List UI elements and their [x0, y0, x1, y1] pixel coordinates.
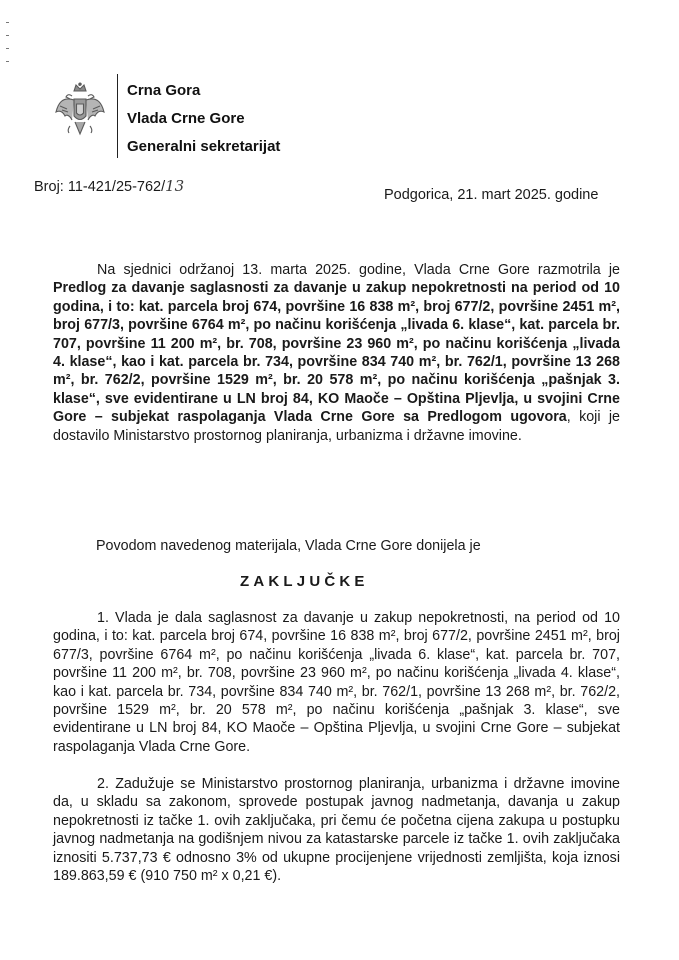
- margin-marks: [6, 22, 10, 74]
- department-name: Generalni sekretarijat: [127, 138, 281, 155]
- country-name: Crna Gora: [127, 82, 201, 99]
- reference-number: [34, 177, 184, 195]
- handwritten-suffix: 13: [165, 177, 185, 195]
- intro-text-start: Na sjednici održanoj 13. marta 2025. godine, Vlada Crne Gore razmotrila je: [97, 262, 620, 278]
- intro-text-end: , koji je dostavilo Ministarstvo prostornog planiranja, urbanizma i državne imovine.: [53, 409, 621, 444]
- closing-intro: Povodom navedenog materijala, Vlada Crne Gore donijela je: [96, 538, 481, 554]
- document-date: Podgorica, 21. mart 2025. godine: [384, 187, 599, 203]
- conclusions-title: ZAKLJUČKE: [240, 573, 369, 590]
- header-divider: [117, 74, 118, 158]
- conclusion-item-1-text: 1. Vlada je dala saglasnost za davanje u zakup nepokretnosti, na period od 10 godina, i to: kat. parcela broj 674, površine 16 838 m², broj 677/2, površine 2451 m², broj 677/3, površine 6764 m², po načinu korišćenja „livada 6. klase“, kat. parcela br. 707, površine 11 200 m², br. 708, površine 23 960 m², po načinu korišćenja „livada 4. klase“, kao i kat. parcela br. 734, površine 834 740 m², br. 762/1, površine 13 268 m², br. 762/2, površine 1529 m², br. 20 578 m², po načinu korišćenja „pašnjak 3. klase“, sve evidentirane u LN broj 84, KO Maoče – Opština Pljevlja, u svojini Crne Gore – subjekat raspolaganja Vlada Crne Gore.: [53, 610, 620, 755]
- reference-number-text: Broj: 11-421/25-762/: [34, 179, 166, 195]
- coat-of-arms-icon: [54, 82, 106, 140]
- intro-proposal-bold: Predlog za davanje saglasnosti za davanje u zakup nepokretnosti na period od 10 godina, i to: kat. parcela broj 674, površine 16 838 m², broj 677/2, površine 2451 m², broj 677/3, površine 6764 m², po načinu korišćenja „livada 6. klase“, kat. parcela br. 707, površine 11 200 m², br. 708, površine 23 960 m², po načinu korišćenja „livada 4. klase“, kao i kat. parcela br. 734, površine 834 740 m², br. 762/1, površine 13 268 m², br. 762/2, površine 1529 m², br. 20 578 m², po načinu korišćenja „pašnjak 3. klase“, sve evidentirane u LN broj 84, KO Maoče – Opština Pljevlja, u svojini Crne Gore – subjekat raspolaganja Vlada Crne Gore sa Predlogom ugovora: [53, 280, 620, 426]
- intro-paragraph: [53, 261, 620, 445]
- conclusion-item-2: [53, 775, 620, 885]
- government-name: Vlada Crne Gore: [127, 110, 245, 127]
- conclusion-item-2-text: 2. Zadužuje se Ministarstvo prostornog planiranja, urbanizma i državne imovine da, u skladu sa zakonom, sprovede postupak javnog nadmetanja, davanja u zakup nepokretnosti iz tačke 1. ovih zaključaka, pri čemu će početna cijena zakupa u postupku javnog nadmetanja na godišnjem nivou za katastarske parcele iz tačke 1. ovih zaključaka iznositi 5.737,73 € odnosno 3% od ukupne procijenjene vrijednosti zemljišta, koja iznosi 189.863,59 € (910 750 m² x 0,21 €).: [53, 776, 620, 885]
- issuer-block: [127, 77, 280, 161]
- conclusion-item-1: [53, 609, 620, 756]
